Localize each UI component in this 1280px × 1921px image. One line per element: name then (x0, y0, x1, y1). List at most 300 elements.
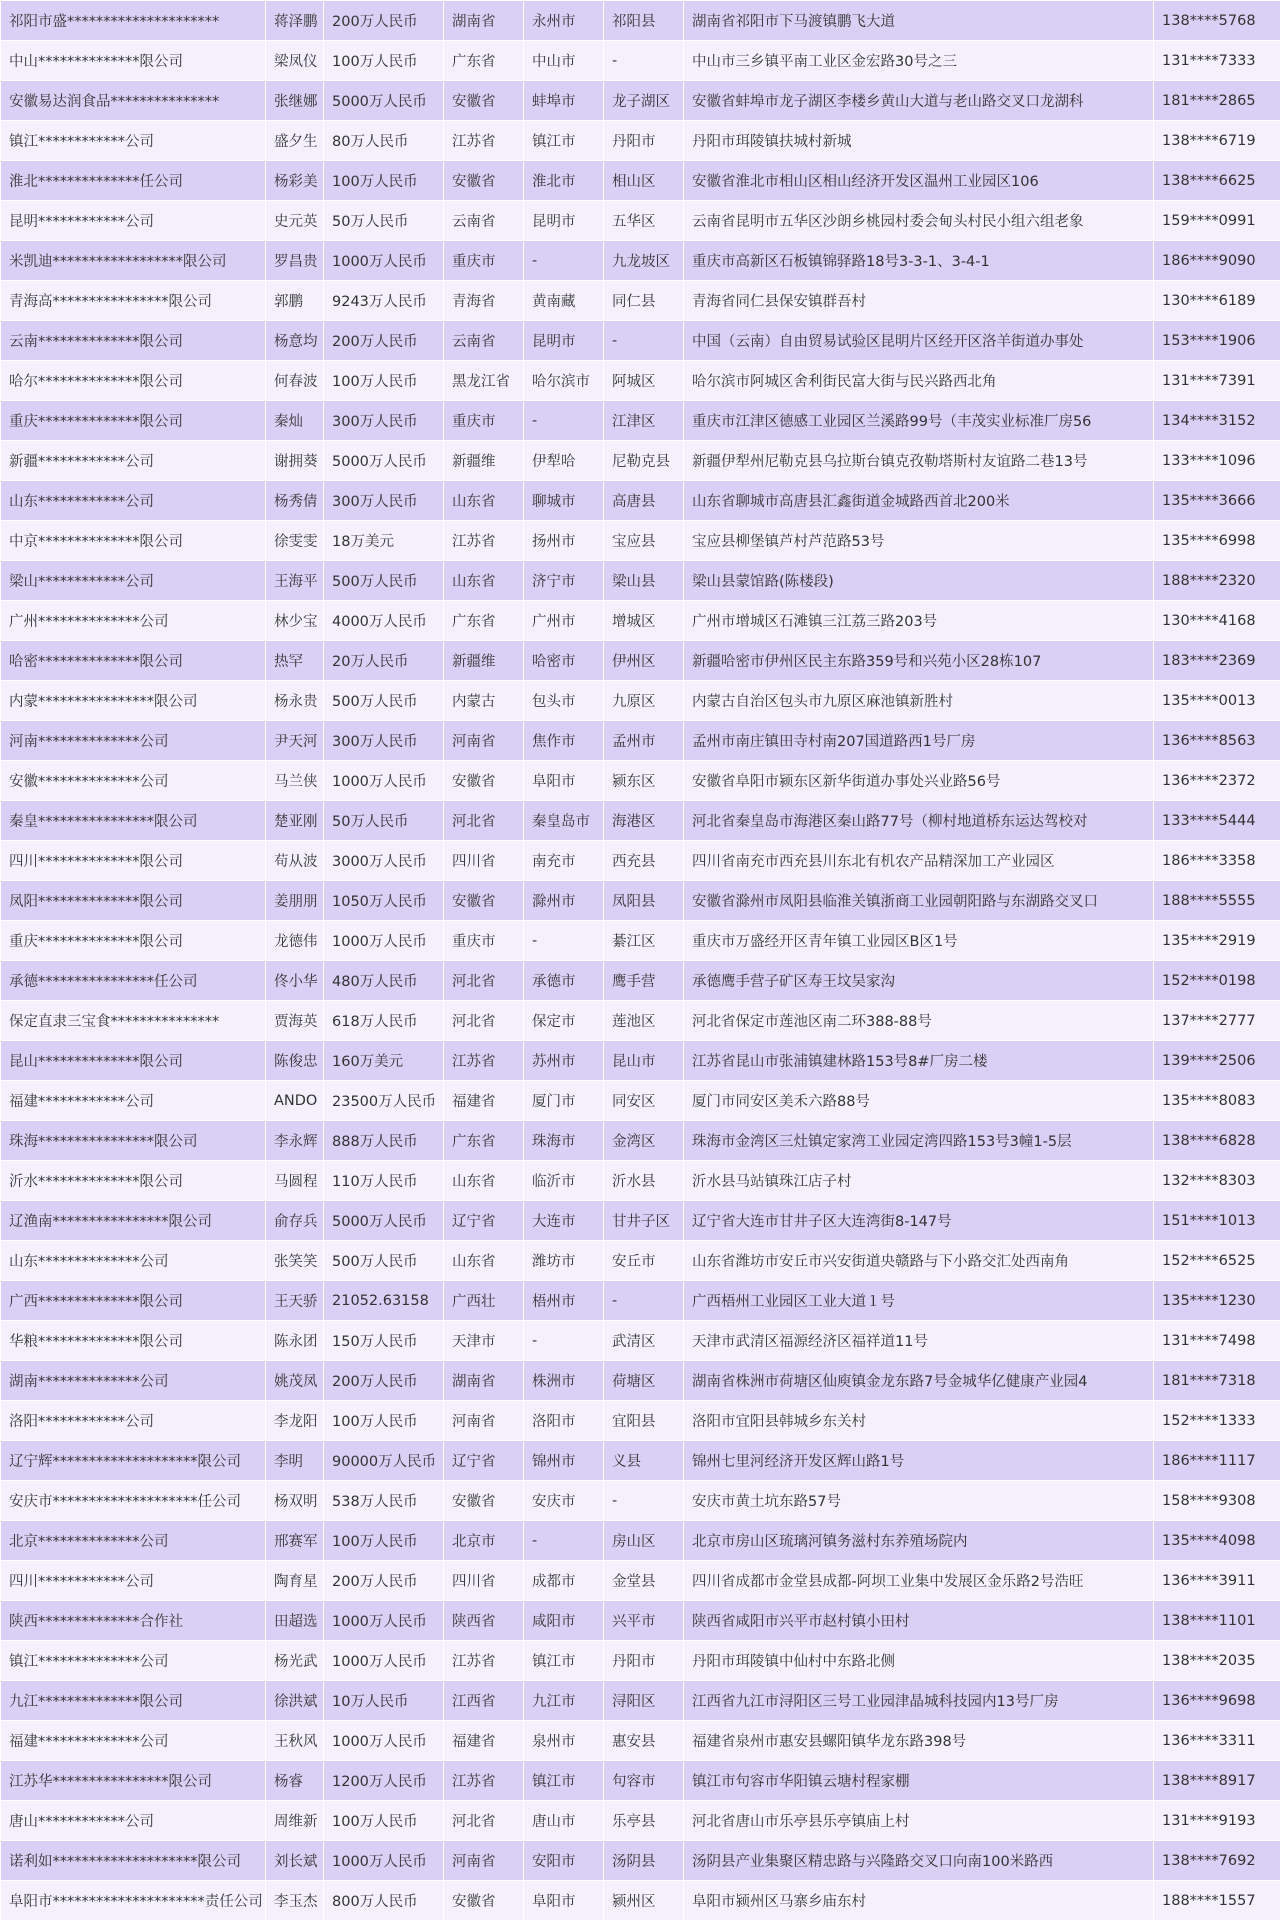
address-cell: 湖南省株洲市荷塘区仙庾镇金龙东路7号金城华亿健康产业园4 (684, 1361, 1154, 1401)
company-name-cell: 唐山************公司 (1, 1801, 266, 1841)
phone-cell: 136****3311 (1154, 1721, 1280, 1761)
table-row (1, 201, 1280, 241)
address-cell: 哈尔滨市阿城区舍利街民富大街与民兴路西北角 (684, 361, 1154, 401)
company-name-cell: 北京**************公司 (1, 1521, 266, 1561)
city-cell: 九江市 (524, 1681, 604, 1721)
table-row (1, 1241, 1280, 1281)
district-cell: 江津区 (604, 401, 684, 441)
address-cell: 福建省泉州市惠安县螺阳镇华龙东路398号 (684, 1721, 1154, 1761)
phone-cell: 138****1101 (1154, 1601, 1280, 1641)
company-name-cell: 江苏华****************限公司 (1, 1761, 266, 1801)
district-cell: 兴平市 (604, 1601, 684, 1641)
province-cell: 黑龙江省 (444, 361, 524, 401)
district-cell: 沂水县 (604, 1161, 684, 1201)
address-cell: 安徽省阜阳市颍东区新华街道办事处兴业路56号 (684, 761, 1154, 801)
phone-cell: 134****3152 (1154, 401, 1280, 441)
phone-cell: 158****9308 (1154, 1481, 1280, 1521)
registered-capital-cell: 500万人民币 (324, 1241, 444, 1281)
address-cell: 天津市武清区福源经济区福祥道11号 (684, 1321, 1154, 1361)
table-row (1, 1041, 1280, 1081)
district-cell: 高唐县 (604, 481, 684, 521)
company-name-cell: 安徽易达润食品*************** (1, 81, 266, 121)
phone-cell: 186****9090 (1154, 241, 1280, 281)
table-row (1, 601, 1280, 641)
table-row (1, 1281, 1280, 1321)
legal-representative-cell: 陈永团 (266, 1321, 324, 1361)
district-cell: 汤阴县 (604, 1841, 684, 1881)
company-name-cell: 阜阳市*********************责任公司 (1, 1881, 266, 1921)
phone-cell: 188****2320 (1154, 561, 1280, 601)
legal-representative-cell: 李龙阳 (266, 1401, 324, 1441)
phone-cell: 181****2865 (1154, 81, 1280, 121)
province-cell: 河北省 (444, 1801, 524, 1841)
company-name-cell: 广西**************限公司 (1, 1281, 266, 1321)
registered-capital-cell: 1000万人民币 (324, 1641, 444, 1681)
table-row (1, 81, 1280, 121)
company-name-cell: 重庆**************限公司 (1, 401, 266, 441)
phone-cell: 152****1333 (1154, 1401, 1280, 1441)
address-cell: 孟州市南庄镇田寺村南207国道路西1号厂房 (684, 721, 1154, 761)
registered-capital-cell: 200万人民币 (324, 1, 444, 41)
district-cell: 武清区 (604, 1321, 684, 1361)
phone-cell: 188****5555 (1154, 881, 1280, 921)
province-cell: 山东省 (444, 1241, 524, 1281)
table-row (1, 761, 1280, 801)
phone-cell: 135****3666 (1154, 481, 1280, 521)
city-cell: 咸阳市 (524, 1601, 604, 1641)
address-cell: 安庆市黄土坑东路57号 (684, 1481, 1154, 1521)
district-cell: 增城区 (604, 601, 684, 641)
legal-representative-cell: 罗昌贵 (266, 241, 324, 281)
province-cell: 山东省 (444, 561, 524, 601)
registered-capital-cell: 10万人民币 (324, 1681, 444, 1721)
legal-representative-cell: 盛夕生 (266, 121, 324, 161)
city-cell: 泉州市 (524, 1721, 604, 1761)
address-cell: 中国（云南）自由贸易试验区昆明片区经开区洛羊街道办事处 (684, 321, 1154, 361)
table-row (1, 681, 1280, 721)
legal-representative-cell: 蒋泽鹏 (266, 1, 324, 41)
company-name-cell: 米凯迪******************限公司 (1, 241, 266, 281)
phone-cell: 131****7391 (1154, 361, 1280, 401)
registered-capital-cell: 1000万人民币 (324, 1721, 444, 1761)
legal-representative-cell: 王天骄 (266, 1281, 324, 1321)
table-row (1, 1441, 1280, 1481)
phone-cell: 159****0991 (1154, 201, 1280, 241)
company-name-cell: 山东************公司 (1, 481, 266, 521)
phone-cell: 186****1117 (1154, 1441, 1280, 1481)
registered-capital-cell: 23500万人民币 (324, 1081, 444, 1121)
phone-cell: 137****2777 (1154, 1001, 1280, 1041)
province-cell: 广东省 (444, 1121, 524, 1161)
table-row (1, 41, 1280, 81)
district-cell: 龙子湖区 (604, 81, 684, 121)
city-cell: 锦州市 (524, 1441, 604, 1481)
registered-capital-cell: 100万人民币 (324, 1521, 444, 1561)
phone-cell: 183****2369 (1154, 641, 1280, 681)
address-cell: 承德鹰手营子矿区寿王坟吴家沟 (684, 961, 1154, 1001)
legal-representative-cell: 马兰侠 (266, 761, 324, 801)
district-cell: 惠安县 (604, 1721, 684, 1761)
address-cell: 洛阳市宜阳县韩城乡东关村 (684, 1401, 1154, 1441)
city-cell: 广州市 (524, 601, 604, 641)
table-row (1, 401, 1280, 441)
district-cell: 甘井子区 (604, 1201, 684, 1241)
table-row (1, 121, 1280, 161)
table-row (1, 881, 1280, 921)
phone-cell: 151****1013 (1154, 1201, 1280, 1241)
district-cell: 金堂县 (604, 1561, 684, 1601)
address-cell: 厦门市同安区美禾六路88号 (684, 1081, 1154, 1121)
district-cell: 西充县 (604, 841, 684, 881)
legal-representative-cell: 杨彩美 (266, 161, 324, 201)
phone-cell: 130****4168 (1154, 601, 1280, 641)
registered-capital-cell: 80万人民币 (324, 121, 444, 161)
legal-representative-cell: ANDO (266, 1081, 324, 1121)
legal-representative-cell: 秦灿 (266, 401, 324, 441)
table-row (1, 1601, 1280, 1641)
registered-capital-cell: 888万人民币 (324, 1121, 444, 1161)
registered-capital-cell: 20万人民币 (324, 641, 444, 681)
table-body (1, 1, 1280, 1921)
city-cell: 聊城市 (524, 481, 604, 521)
phone-cell: 136****8563 (1154, 721, 1280, 761)
company-name-cell: 四川**************限公司 (1, 841, 266, 881)
city-cell: 临沂市 (524, 1161, 604, 1201)
province-cell: 安徽省 (444, 161, 524, 201)
address-cell: 广州市增城区石滩镇三江荔三路203号 (684, 601, 1154, 641)
registered-capital-cell: 160万美元 (324, 1041, 444, 1081)
city-cell: 秦皇岛市 (524, 801, 604, 841)
district-cell: - (604, 321, 684, 361)
company-name-cell: 广州**************公司 (1, 601, 266, 641)
company-name-cell: 承德****************任公司 (1, 961, 266, 1001)
table-row (1, 1201, 1280, 1241)
table-row (1, 321, 1280, 361)
legal-representative-cell: 陈俊忠 (266, 1041, 324, 1081)
legal-representative-cell: 尹天河 (266, 721, 324, 761)
city-cell: 昆明市 (524, 201, 604, 241)
province-cell: 安徽省 (444, 761, 524, 801)
phone-cell: 138****7692 (1154, 1841, 1280, 1881)
legal-representative-cell: 马圆程 (266, 1161, 324, 1201)
table-row (1, 241, 1280, 281)
company-name-cell: 中山**************限公司 (1, 41, 266, 81)
legal-representative-cell: 俞存兵 (266, 1201, 324, 1241)
district-cell: 丹阳市 (604, 1641, 684, 1681)
table-row (1, 1561, 1280, 1601)
phone-cell: 133****5444 (1154, 801, 1280, 841)
phone-cell: 188****1557 (1154, 1881, 1280, 1921)
legal-representative-cell: 王秋风 (266, 1721, 324, 1761)
city-cell: 淮北市 (524, 161, 604, 201)
phone-cell: 136****2372 (1154, 761, 1280, 801)
phone-cell: 153****1906 (1154, 321, 1280, 361)
city-cell: 昆明市 (524, 321, 604, 361)
table-row (1, 161, 1280, 201)
district-cell: - (604, 41, 684, 81)
phone-cell: 135****2919 (1154, 921, 1280, 961)
city-cell: 镇江市 (524, 1641, 604, 1681)
province-cell: 四川省 (444, 841, 524, 881)
province-cell: 河南省 (444, 1401, 524, 1441)
city-cell: 安庆市 (524, 1481, 604, 1521)
table-row (1, 1161, 1280, 1201)
company-name-cell: 福建************公司 (1, 1081, 266, 1121)
province-cell: 江苏省 (444, 1761, 524, 1801)
district-cell: 荷塘区 (604, 1361, 684, 1401)
table-row (1, 561, 1280, 601)
legal-representative-cell: 杨永贵 (266, 681, 324, 721)
address-cell: 河北省唐山市乐亭县乐亭镇庙上村 (684, 1801, 1154, 1841)
legal-representative-cell: 徐洪斌 (266, 1681, 324, 1721)
address-cell: 青海省同仁县保安镇群吾村 (684, 281, 1154, 321)
phone-cell: 135****0013 (1154, 681, 1280, 721)
district-cell: 九原区 (604, 681, 684, 721)
legal-representative-cell: 陶育星 (266, 1561, 324, 1601)
province-cell: 江苏省 (444, 521, 524, 561)
registered-capital-cell: 1050万人民币 (324, 881, 444, 921)
phone-cell: 186****3358 (1154, 841, 1280, 881)
province-cell: 云南省 (444, 321, 524, 361)
company-name-cell: 陕西**************合作社 (1, 1601, 266, 1641)
province-cell: 山东省 (444, 1161, 524, 1201)
company-name-cell: 湖南**************公司 (1, 1361, 266, 1401)
city-cell: 阜阳市 (524, 761, 604, 801)
address-cell: 安徽省滁州市凤阳县临淮关镇浙商工业园朝阳路与东湖路交叉口 (684, 881, 1154, 921)
province-cell: 青海省 (444, 281, 524, 321)
table-row (1, 721, 1280, 761)
company-name-cell: 镇江**************公司 (1, 1641, 266, 1681)
legal-representative-cell: 杨双明 (266, 1481, 324, 1521)
address-cell: 山东省聊城市高唐县汇鑫街道金城路西首北200米 (684, 481, 1154, 521)
address-cell: 重庆市江津区德感工业园区兰溪路99号（丰茂实业标准厂房56 (684, 401, 1154, 441)
district-cell: 同安区 (604, 1081, 684, 1121)
district-cell: 莲池区 (604, 1001, 684, 1041)
table-row (1, 521, 1280, 561)
table-row (1, 1841, 1280, 1881)
city-cell: - (524, 1521, 604, 1561)
legal-representative-cell: 楚亚刚 (266, 801, 324, 841)
city-cell: 阜阳市 (524, 1881, 604, 1921)
legal-representative-cell: 杨意均 (266, 321, 324, 361)
address-cell: 阜阳市颍州区马寨乡庙东村 (684, 1881, 1154, 1921)
legal-representative-cell: 贾海英 (266, 1001, 324, 1041)
province-cell: 安徽省 (444, 1881, 524, 1921)
city-cell: 中山市 (524, 41, 604, 81)
legal-representative-cell: 史元英 (266, 201, 324, 241)
district-cell: 五华区 (604, 201, 684, 241)
district-cell: 乐亭县 (604, 1801, 684, 1841)
table-row (1, 1721, 1280, 1761)
city-cell: 包头市 (524, 681, 604, 721)
registered-capital-cell: 1000万人民币 (324, 921, 444, 961)
legal-representative-cell: 苟从波 (266, 841, 324, 881)
district-cell: 金湾区 (604, 1121, 684, 1161)
city-cell: 焦作市 (524, 721, 604, 761)
table-row (1, 1641, 1280, 1681)
province-cell: 广东省 (444, 601, 524, 641)
company-name-cell: 四川************公司 (1, 1561, 266, 1601)
address-cell: 珠海市金湾区三灶镇定家湾工业园定湾四路153号3幢1-5层 (684, 1121, 1154, 1161)
registered-capital-cell: 50万人民币 (324, 801, 444, 841)
company-name-cell: 华粮**************限公司 (1, 1321, 266, 1361)
address-cell: 安徽省蚌埠市龙子湖区李楼乡黄山大道与老山路交叉口龙湖科 (684, 81, 1154, 121)
table-row (1, 961, 1280, 1001)
legal-representative-cell: 姚茂凤 (266, 1361, 324, 1401)
company-name-cell: 哈密**************限公司 (1, 641, 266, 681)
company-name-cell: 昆明************公司 (1, 201, 266, 241)
province-cell: 河北省 (444, 961, 524, 1001)
company-name-cell: 珠海****************限公司 (1, 1121, 266, 1161)
province-cell: 云南省 (444, 201, 524, 241)
district-cell: 凤阳县 (604, 881, 684, 921)
legal-representative-cell: 杨秀倩 (266, 481, 324, 521)
registered-capital-cell: 1200万人民币 (324, 1761, 444, 1801)
registered-capital-cell: 1000万人民币 (324, 761, 444, 801)
registered-capital-cell: 100万人民币 (324, 361, 444, 401)
address-cell: 辽宁省大连市甘井子区大连湾街8-147号 (684, 1201, 1154, 1241)
district-cell: 綦江区 (604, 921, 684, 961)
address-cell: 汤阴县产业集聚区精忠路与兴隆路交叉口向南100米路西 (684, 1841, 1154, 1881)
address-cell: 江西省九江市浔阳区三号工业园津晶城科技园内13号厂房 (684, 1681, 1154, 1721)
legal-representative-cell: 李玉杰 (266, 1881, 324, 1921)
phone-cell: 152****6525 (1154, 1241, 1280, 1281)
city-cell: 承德市 (524, 961, 604, 1001)
province-cell: 安徽省 (444, 881, 524, 921)
city-cell: 安阳市 (524, 1841, 604, 1881)
table-row (1, 801, 1280, 841)
city-cell: - (524, 921, 604, 961)
legal-representative-cell: 佟小华 (266, 961, 324, 1001)
city-cell: 永州市 (524, 1, 604, 41)
table-row (1, 1681, 1280, 1721)
legal-representative-cell: 林少宝 (266, 601, 324, 641)
province-cell: 内蒙古 (444, 681, 524, 721)
registered-capital-cell: 4000万人民币 (324, 601, 444, 641)
table-row (1, 1361, 1280, 1401)
table-row (1, 441, 1280, 481)
province-cell: 安徽省 (444, 1481, 524, 1521)
table-row (1, 1321, 1280, 1361)
table-row (1, 1401, 1280, 1441)
table-row (1, 481, 1280, 521)
company-name-cell: 重庆**************限公司 (1, 921, 266, 961)
phone-cell: 130****6189 (1154, 281, 1280, 321)
province-cell: 天津市 (444, 1321, 524, 1361)
district-cell: 颍州区 (604, 1881, 684, 1921)
district-cell: 孟州市 (604, 721, 684, 761)
province-cell: 陕西省 (444, 1601, 524, 1641)
company-name-cell: 哈尔**************限公司 (1, 361, 266, 401)
province-cell: 福建省 (444, 1081, 524, 1121)
company-name-cell: 秦皇****************限公司 (1, 801, 266, 841)
table-row (1, 1761, 1280, 1801)
city-cell: 哈密市 (524, 641, 604, 681)
legal-representative-cell: 杨光武 (266, 1641, 324, 1681)
phone-cell: 136****3911 (1154, 1561, 1280, 1601)
company-name-cell: 洛阳************公司 (1, 1401, 266, 1441)
district-cell: 伊州区 (604, 641, 684, 681)
district-cell: 安丘市 (604, 1241, 684, 1281)
province-cell: 辽宁省 (444, 1201, 524, 1241)
table-row (1, 1001, 1280, 1041)
district-cell: 祁阳县 (604, 1, 684, 41)
district-cell: - (604, 1481, 684, 1521)
registered-capital-cell: 18万美元 (324, 521, 444, 561)
address-cell: 宝应县柳堡镇芦村芦范路53号 (684, 521, 1154, 561)
city-cell: 株洲市 (524, 1361, 604, 1401)
registered-capital-cell: 9243万人民币 (324, 281, 444, 321)
district-cell: 宜阳县 (604, 1401, 684, 1441)
address-cell: 江苏省昆山市张浦镇建林路153号8#厂房二楼 (684, 1041, 1154, 1081)
province-cell: 江西省 (444, 1681, 524, 1721)
phone-cell: 135****8083 (1154, 1081, 1280, 1121)
registered-capital-cell: 500万人民币 (324, 561, 444, 601)
city-cell: 南充市 (524, 841, 604, 881)
district-cell: 梁山县 (604, 561, 684, 601)
legal-representative-cell: 徐雯雯 (266, 521, 324, 561)
phone-cell: 138****2035 (1154, 1641, 1280, 1681)
address-cell: 梁山县蒙馆路(陈楼段) (684, 561, 1154, 601)
phone-cell: 132****8303 (1154, 1161, 1280, 1201)
table-row (1, 1801, 1280, 1841)
phone-cell: 138****6719 (1154, 121, 1280, 161)
province-cell: 河南省 (444, 1841, 524, 1881)
address-cell: 山东省潍坊市安丘市兴安街道央赣路与下小路交汇处西南角 (684, 1241, 1154, 1281)
registered-capital-cell: 100万人民币 (324, 161, 444, 201)
district-cell: 昆山市 (604, 1041, 684, 1081)
city-cell: 洛阳市 (524, 1401, 604, 1441)
company-name-cell: 沂水**************限公司 (1, 1161, 266, 1201)
phone-cell: 135****4098 (1154, 1521, 1280, 1561)
district-cell: 房山区 (604, 1521, 684, 1561)
city-cell: 伊犁哈 (524, 441, 604, 481)
phone-cell: 138****6828 (1154, 1121, 1280, 1161)
address-cell: 广西梧州工业园区工业大道１号 (684, 1281, 1154, 1321)
table-row (1, 1881, 1280, 1921)
province-cell: 福建省 (444, 1721, 524, 1761)
province-cell: 河南省 (444, 721, 524, 761)
company-name-cell: 中京**************限公司 (1, 521, 266, 561)
registered-capital-cell: 800万人民币 (324, 1881, 444, 1921)
city-cell: 保定市 (524, 1001, 604, 1041)
province-cell: 安徽省 (444, 81, 524, 121)
registered-capital-cell: 100万人民币 (324, 41, 444, 81)
phone-cell: 135****6998 (1154, 521, 1280, 561)
table-row (1, 1081, 1280, 1121)
phone-cell: 138****8917 (1154, 1761, 1280, 1801)
registered-capital-cell: 500万人民币 (324, 681, 444, 721)
phone-cell: 139****2506 (1154, 1041, 1280, 1081)
address-cell: 云南省昆明市五华区沙朗乡桃园村委会甸头村民小组六组老象 (684, 201, 1154, 241)
registered-capital-cell: 618万人民币 (324, 1001, 444, 1041)
company-name-cell: 福建**************公司 (1, 1721, 266, 1761)
address-cell: 北京市房山区琉璃河镇务滋村东养殖场院内 (684, 1521, 1154, 1561)
phone-cell: 135****1230 (1154, 1281, 1280, 1321)
registered-capital-cell: 5000万人民币 (324, 81, 444, 121)
district-cell: 阿城区 (604, 361, 684, 401)
district-cell: 丹阳市 (604, 121, 684, 161)
province-cell: 山东省 (444, 481, 524, 521)
address-cell: 锦州七里河经济开发区辉山路1号 (684, 1441, 1154, 1481)
registered-capital-cell: 1000万人民币 (324, 1601, 444, 1641)
address-cell: 湖南省祁阳市下马渡镇鹏飞大道 (684, 1, 1154, 41)
district-cell: 九龙坡区 (604, 241, 684, 281)
company-name-cell: 梁山************公司 (1, 561, 266, 601)
province-cell: 重庆市 (444, 241, 524, 281)
province-cell: 广西壮 (444, 1281, 524, 1321)
province-cell: 重庆市 (444, 921, 524, 961)
